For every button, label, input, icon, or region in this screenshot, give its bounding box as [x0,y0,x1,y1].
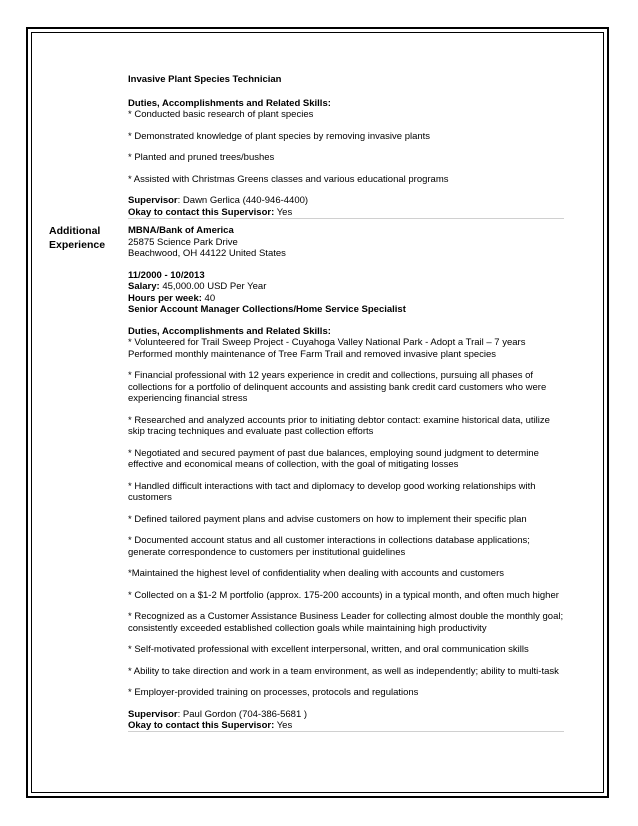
job1-duty: * Planted and pruned trees/bushes [128,152,275,163]
supervisor-label: Supervisor [128,708,178,720]
section-label [49,224,105,252]
job2-duty: *Maintained the highest level of confidentiality when dealing with accounts and customers [128,568,505,579]
job1-okay-contact [128,207,564,219]
job2-duty: * Negotiated and secured payment of past due balances, employing sound judgment to determine effective and economical means of collection, with the goal of mitigating losses [128,447,539,470]
salary-value: 45,000.00 USD Per Year [159,281,267,292]
job2-duty: * Financial professional with 12 years experience in credit and collections, pursuing all phases of collections for a portfolio of delinquent accounts and assisting bank credit card customers who were experiencing financial stress [128,370,547,404]
job2-hours [128,293,564,305]
job2-block [128,225,564,732]
job2-duty: * Documented account status and all customer interactions in collections database applications; generate correspondence to customers per institutional guidelines [128,535,530,558]
supervisor-label: Supervisor [128,195,178,206]
job2-duty: * Self-motivated professional with excellent interpersonal, written, and oral communication skills [128,644,529,655]
job2-address1: 25875 Science Park Drive [128,236,238,248]
okay-value: Yes [274,720,293,731]
job2-okay-contact [128,720,564,732]
job2-duties-heading: Duties, Accomplishments and Related Skills: [128,325,331,337]
job1-duty: * Assisted with Christmas Greens classes and various educational programs [128,173,449,185]
section-label-line1: Additional [49,225,101,237]
job1-duty: * Demonstrated knowledge of plant species by removing invasive plants [128,130,431,142]
job2-duty-first-line1: * Volunteered for Trail Sweep Project - Cuyahoga Valley National Park - Adopt a Trail – 7 years [128,337,526,348]
job2-salary [128,281,564,293]
okay-value: Yes [274,206,293,218]
okay-label: Okay to contact this Supervisor: [128,206,275,218]
divider [128,218,564,219]
hours-label: Hours per week: [128,292,202,304]
job2-duty: * Employer-provided training on processes, protocols and regulations [128,687,419,698]
job2-duty: * Defined tailored payment plans and advise customers on how to implement their specific plan [128,513,527,525]
job1-supervisor [128,195,564,207]
section-label-line2: Experience [49,239,106,251]
job2-address2: Beachwood, OH 44122 United States [128,248,286,259]
divider [128,731,564,732]
job2-position: Senior Account Manager Collections/Home Service Specialist [128,304,406,315]
job2-duty: * Recognized as a Customer Assistance Business Leader for collecting almost double the monthly goal; consistently exceeded established collection goals while maintaining high productivity [128,611,564,634]
job1-duty: * Conducted basic research of plant species [128,109,314,120]
supervisor-value: : Dawn Gerlica (440-946-4400) [177,195,309,206]
job1-block [128,74,564,218]
job2-duty: * Ability to take direction and work in a team environment, as well as independently; ability to multi-task [128,665,559,677]
job1-title: Invasive Plant Species Technician [128,74,282,85]
job2-supervisor [128,709,564,721]
supervisor-value: : Paul Gordon (704-386-5681 ) [177,708,308,720]
salary-label: Salary: [128,281,160,292]
job2-duty: * Researched and analyzed accounts prior to initiating debtor contact: examine historical data, utilize skip tracing techniques and evaluate past collection efforts [128,414,550,437]
job1-duties-heading: Duties, Accomplishments and Related Skills: [128,97,331,109]
job2-duty-first-line2: Performed monthly maintenance of Tree Farm Trail and removed invasive plant species [128,348,497,360]
job2-duty: * Collected on a $1-2 M portfolio (approx. 175-200 accounts) in a typical month, and often much higher [128,589,559,601]
job2-employer: MBNA/Bank of America [128,225,234,236]
hours-value: 40 [201,292,216,304]
job2-duty: * Handled difficult interactions with tact and diplomacy to develop good working relationships with customers [128,480,536,503]
job2-dates: 11/2000 - 10/2013 [128,269,205,281]
okay-label: Okay to contact this Supervisor: [128,720,275,731]
